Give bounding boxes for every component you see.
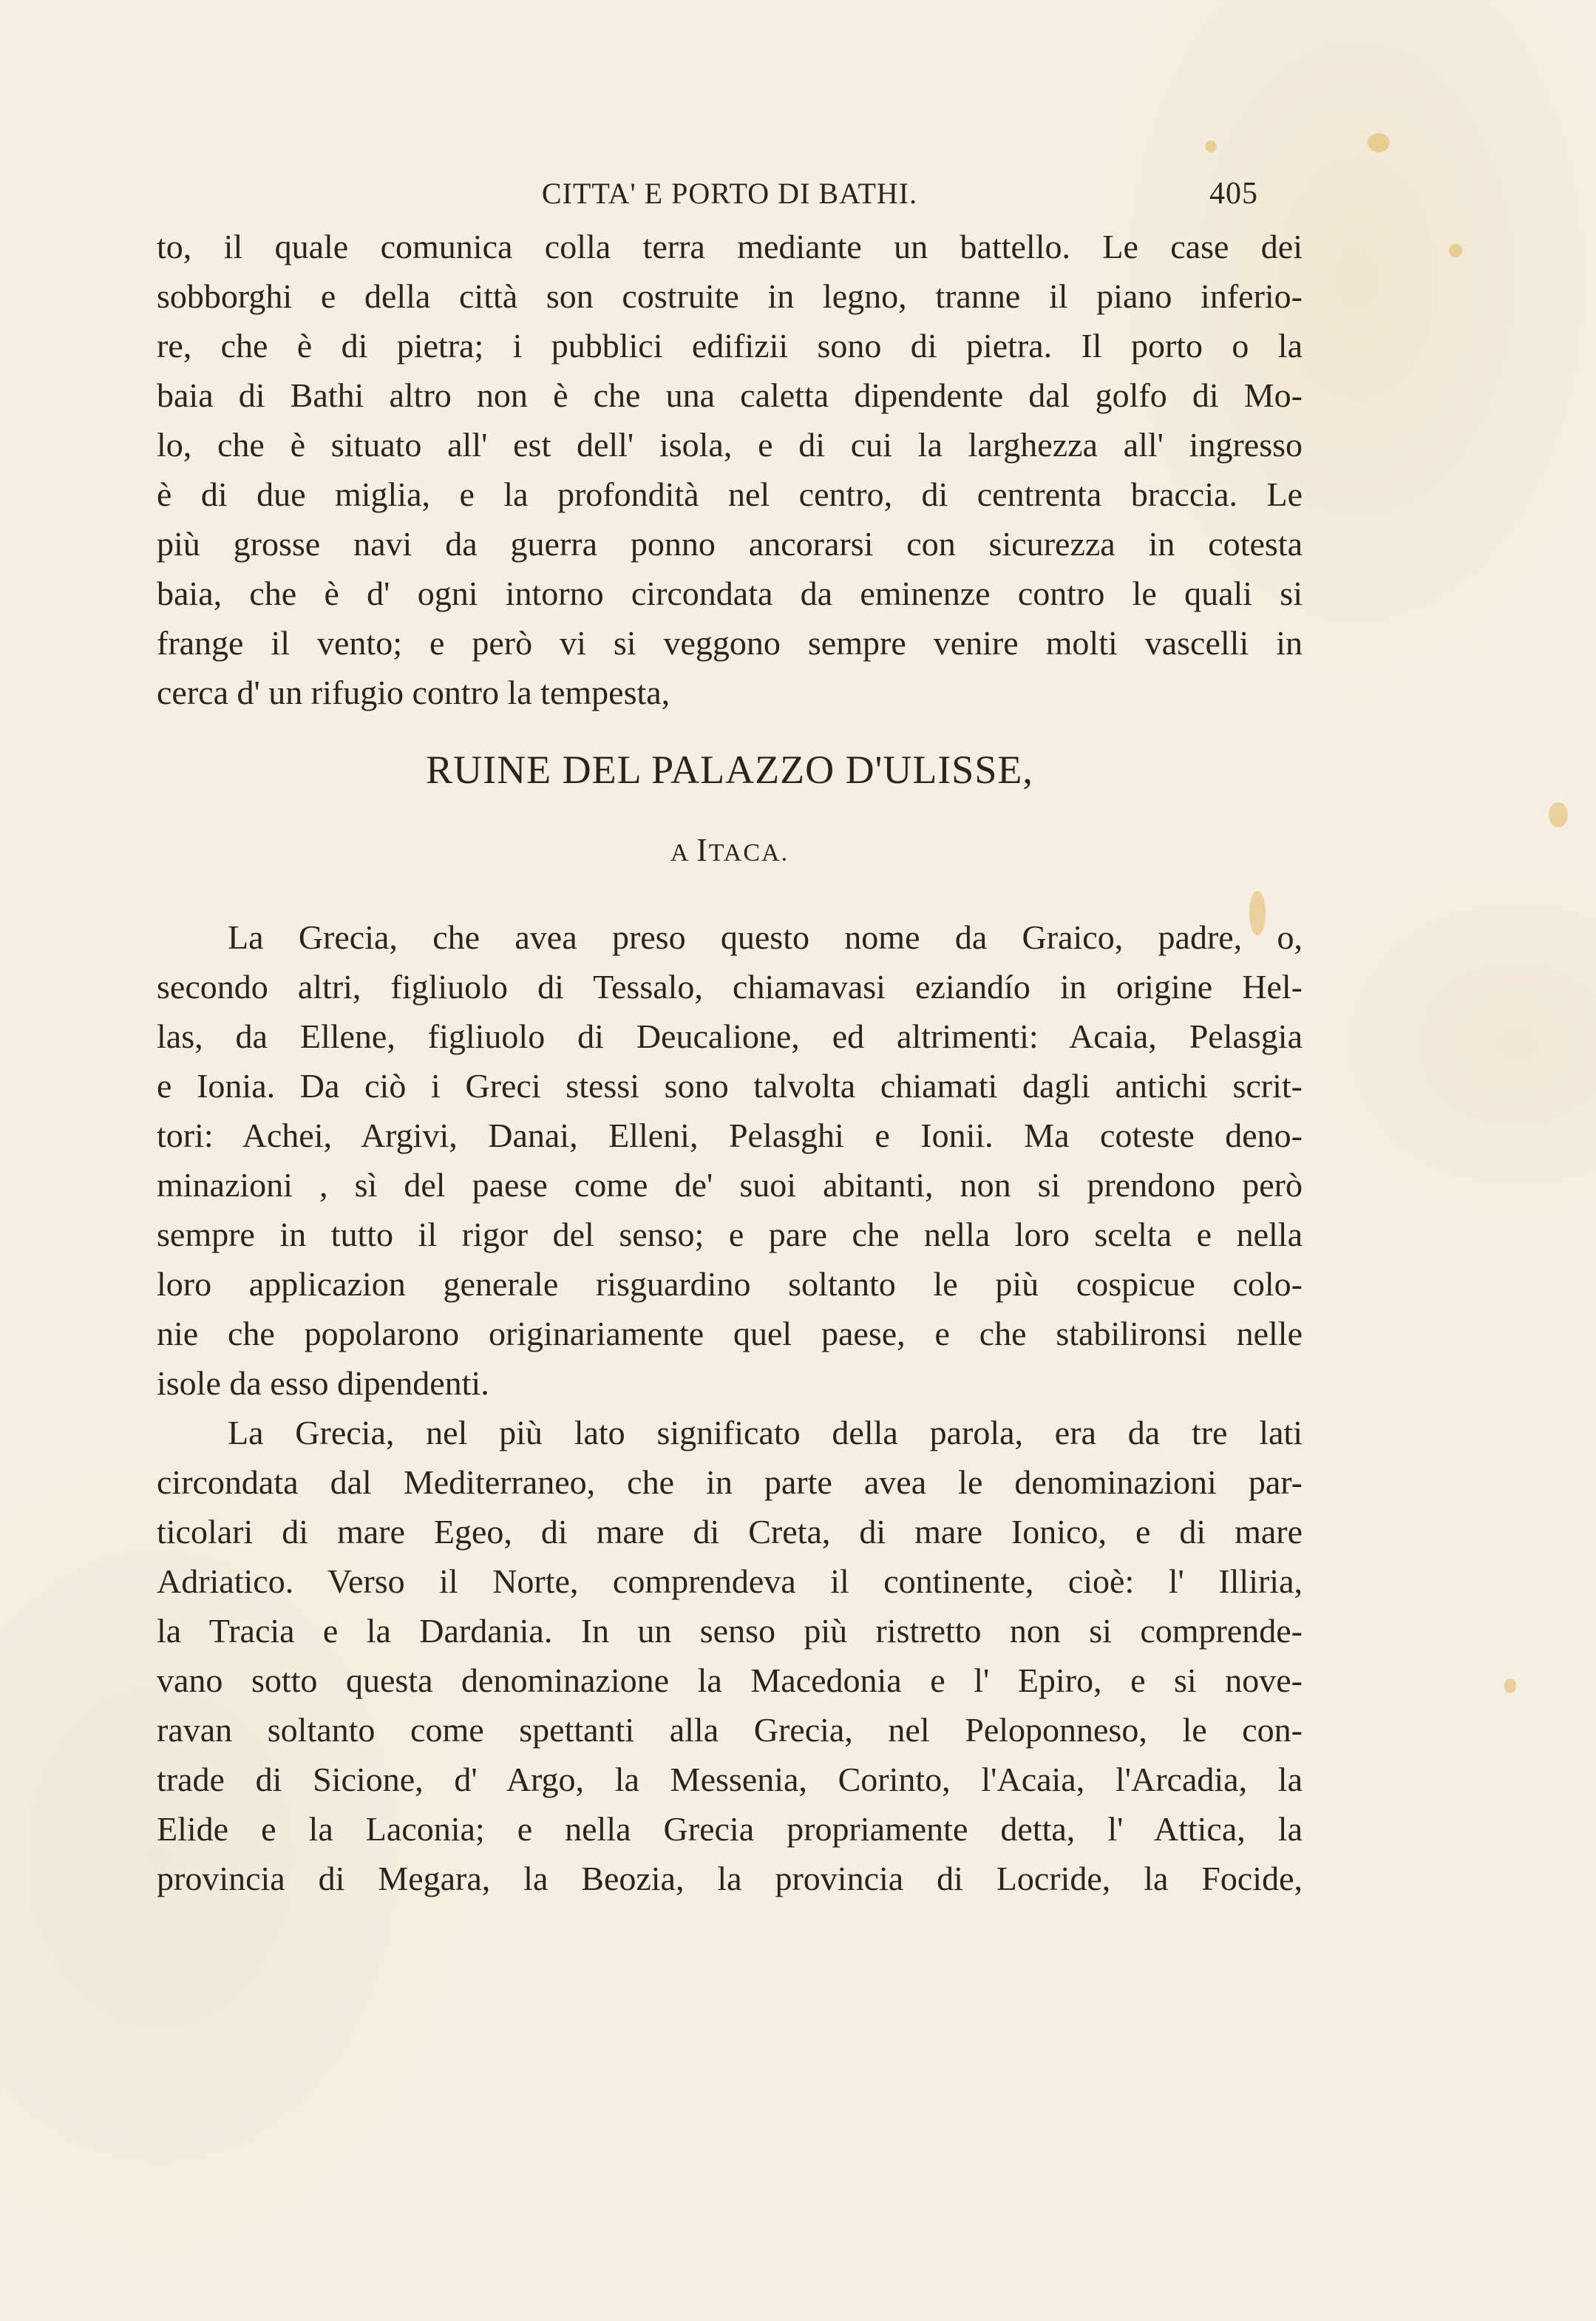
text-line: circondata dal Mediterraneo, che in parte avea le denominazioni par-	[157, 1463, 1303, 1501]
text-line: to, il quale comunica colla terra mediante un battello. Le case dei	[157, 228, 1303, 265]
subtitle-initial: I	[696, 832, 709, 868]
text-line: las, da Ellene, figliuolo di Deucalione, ed altrimenti: Acaia, Pelasgia	[157, 1017, 1303, 1055]
text-line: e Ionia. Da ciò i Greci stessi sono talvolta chiamati dagli antichi scrit-	[157, 1067, 1303, 1105]
text-line: ravan soltanto come spettanti alla Grecia, nel Peloponneso, le con-	[157, 1711, 1303, 1749]
paragraph-continuation	[157, 222, 1303, 717]
section-subtitle	[157, 831, 1303, 912]
text-line: ticolari di mare Egeo, di mare di Creta, di mare Ionico, e di mare	[157, 1513, 1303, 1551]
text-line: loro applicazion generale risguardino soltanto le più cospicue colo-	[157, 1265, 1303, 1303]
text-line: baia, che è d' ogni intorno circondata da eminenze contro le quali si	[157, 575, 1303, 612]
running-head	[157, 176, 1303, 222]
text-line: isole da esso dipendenti.	[157, 1364, 489, 1402]
paper-stain	[1504, 1678, 1516, 1693]
book-page	[157, 176, 1303, 1903]
text-line: sempre in tutto il rigor del senso; e pare che nella loro scelta e nella	[157, 1216, 1303, 1253]
text-line: più grosse navi da guerra ponno ancorarsi con sicurezza in cotesta	[157, 525, 1303, 563]
text-line: baia di Bathi altro non è che una caletta dipendente dal golfo di Mo-	[157, 376, 1303, 414]
text-line: La Grecia, nel più lato significato della parola, era da tre lati	[228, 1414, 1303, 1451]
text-line: cerca d' un rifugio contro la tempesta,	[157, 674, 670, 711]
text-line: re, che è di pietra; i pubblici edifizii sono di pietra. Il porto o la	[157, 327, 1303, 365]
text-line: Adriatico. Verso il Norte, comprendeva il continente, cioè: l' Illiria,	[157, 1562, 1303, 1600]
text-line: frange il vento; e però vi si veggono sempre venire molti vascelli in	[157, 624, 1303, 662]
section-title: RUINE DEL PALAZZO D'ULISSE,	[426, 748, 1033, 792]
text-line: è di due miglia, e la profondità nel centro, di centrenta braccia. Le	[157, 475, 1303, 513]
text-line: la Tracia e la Dardania. In un senso più ristretto non si comprende-	[157, 1612, 1303, 1650]
text-line: provincia di Megara, la Beozia, la provincia di Locride, la Focide,	[157, 1860, 1303, 1897]
subtitle-prefix: A	[670, 839, 689, 867]
page-number: 405	[1209, 177, 1258, 211]
paragraph-grecia-names	[157, 912, 1303, 1408]
running-title: CITTA' E PORTO DI BATHI.	[541, 177, 918, 210]
text-line: secondo altri, figliuolo di Tessalo, chiamavasi eziandío in origine Hel-	[157, 968, 1303, 1006]
text-line: nie che popolarono originariamente quel paese, e che stabilironsi nelle	[157, 1315, 1303, 1352]
paper-stain	[1205, 140, 1217, 152]
text-line: sobborghi e della città son costruite in legno, tranne il piano inferio-	[157, 277, 1303, 315]
text-line: Elide e la Laconia; e nella Grecia propriamente detta, l' Attica, la	[157, 1810, 1303, 1848]
text-line: trade di Sicione, d' Argo, la Messenia, Corinto, l'Acaia, l'Arcadia, la	[157, 1761, 1303, 1798]
text-line: vano sotto questa denominazione la Macedonia e l' Epiro, e si nove-	[157, 1661, 1303, 1699]
text-line: La Grecia, che avea preso questo nome da Graico, padre, o,	[228, 918, 1303, 956]
paper-stain	[1449, 244, 1462, 257]
paper-stain	[1368, 133, 1390, 152]
text-line: tori: Achei, Argivi, Danai, Elleni, Pelasghi e Ionii. Ma coteste deno-	[157, 1117, 1303, 1154]
text-line: lo, che è situato all' est dell' isola, e di cui la larghezza all' ingresso	[157, 426, 1303, 464]
subtitle-rest: TACA.	[708, 839, 789, 867]
text-line: minazioni , sì del paese come de' suoi abitanti, non si prendono però	[157, 1166, 1303, 1204]
paper-stain	[1549, 802, 1568, 827]
paragraph-grecia-borders	[157, 1408, 1303, 1903]
